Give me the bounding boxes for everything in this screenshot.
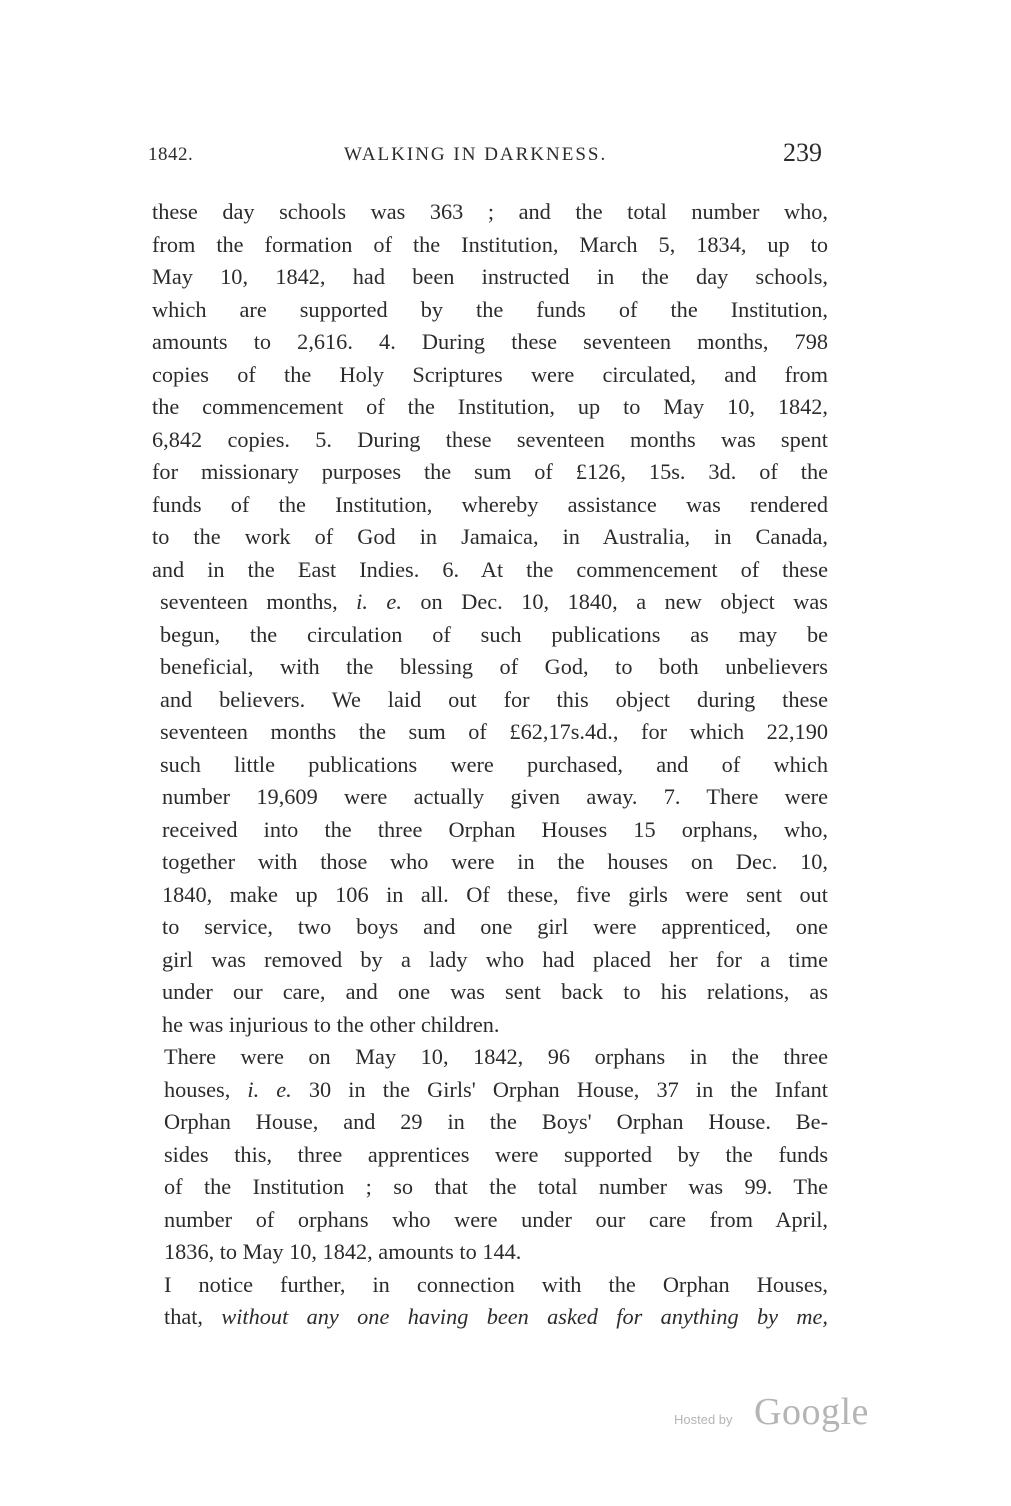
header-year: 1842. bbox=[148, 144, 194, 165]
text-segment: that, bbox=[164, 1304, 222, 1329]
italic-segment: i. e. bbox=[356, 589, 402, 614]
text-segment: houses, bbox=[164, 1076, 248, 1102]
text-line: Orphan House, and 29 in the Boys' Orphan House. Be- bbox=[164, 1109, 828, 1134]
text-line bbox=[152, 1074, 828, 1107]
text-line: beneficial, with the blessing of God, to both unbelievers bbox=[160, 654, 828, 679]
text-line: 1840, make up 106 in all. Of these, five girls were sent out bbox=[162, 881, 828, 907]
text-segment: 30 in the Girls' Orphan House, 37 in the Infant bbox=[291, 1076, 828, 1102]
text-line: of the Institution ; so that the total number was 99. The bbox=[164, 1174, 828, 1199]
text-line: to service, two boys and one girl were apprenticed, one bbox=[162, 914, 828, 939]
text-line: 6,842 copies. 5. During these seventeen months was spent bbox=[152, 426, 828, 452]
italic-segment: i. e. bbox=[247, 1076, 292, 1102]
text-line: I notice further, in connection with the Orphan Houses, bbox=[164, 1271, 828, 1297]
text-line: received into the three Orphan Houses 15 orphans, who, bbox=[162, 816, 828, 842]
text-line: under our care, and one was sent back to his relations, as bbox=[162, 979, 828, 1004]
text-line: the commencement of the Institution, up to May 10, 1842, bbox=[152, 394, 828, 419]
text-line: number of orphans who were under our care from April, bbox=[164, 1206, 828, 1232]
text-line: he was injurious to the other children. bbox=[162, 1011, 500, 1037]
text-line: amounts to 2,616. 4. During these seventeen months, 798 bbox=[152, 329, 828, 354]
text-line: from the formation of the Institution, March 5, 1834, up to bbox=[152, 231, 828, 257]
text-line: May 10, 1842, had been instructed in the day schools, bbox=[152, 264, 828, 289]
text-line: number 19,609 were actually given away. 7. There were bbox=[162, 784, 828, 809]
text-line bbox=[152, 586, 828, 619]
text-line: such little publications were purchased, and of which bbox=[160, 751, 828, 777]
body-text bbox=[152, 196, 828, 1334]
text-line: seventeen months the sum of £62,17s.4d., for which 22,190 bbox=[160, 719, 828, 744]
text-line: girl was removed by a lady who had placed her for a time bbox=[162, 946, 828, 972]
italic-segment: without any one having been asked for anything by me, bbox=[221, 1304, 828, 1329]
text-line: together with those who were in the houses on Dec. 10, bbox=[162, 849, 828, 874]
google-logo: Google bbox=[754, 1391, 869, 1433]
text-line: these day schools was 363 ; and the total number who, bbox=[152, 199, 828, 224]
hosted-by-google-watermark bbox=[674, 1390, 884, 1440]
text-line: and in the East Indies. 6. At the commencement of these bbox=[152, 556, 828, 582]
header-title: WALKING IN DARKNESS. bbox=[344, 144, 608, 165]
text-line: for missionary purposes the sum of £126, 15s. 3d. of the bbox=[152, 459, 828, 484]
text-line: There were on May 10, 1842, 96 orphans in the three bbox=[164, 1044, 828, 1069]
text-line: sides this, three apprentices were supported by the funds bbox=[164, 1141, 828, 1167]
text-line: copies of the Holy Scriptures were circulated, and from bbox=[152, 361, 828, 387]
text-segment: seventeen months, bbox=[160, 589, 357, 614]
text-line: begun, the circulation of such publications as may be bbox=[160, 621, 828, 647]
text-line: and believers. We laid out for this object during these bbox=[160, 686, 828, 712]
text-line: to the work of God in Jamaica, in Australia, in Canada, bbox=[152, 524, 828, 549]
running-head bbox=[148, 138, 822, 172]
text-segment: on Dec. 10, 1840, a new object was bbox=[401, 589, 828, 614]
text-line: funds of the Institution, whereby assistance was rendered bbox=[152, 491, 828, 517]
text-line: which are supported by the funds of the Institution, bbox=[152, 296, 828, 322]
text-line bbox=[152, 1301, 828, 1334]
hosted-by-label: Hosted by bbox=[674, 1412, 733, 1427]
text-line: 1836, to May 10, 1842, amounts to 144. bbox=[164, 1239, 522, 1264]
page-number: 239 bbox=[783, 138, 822, 167]
